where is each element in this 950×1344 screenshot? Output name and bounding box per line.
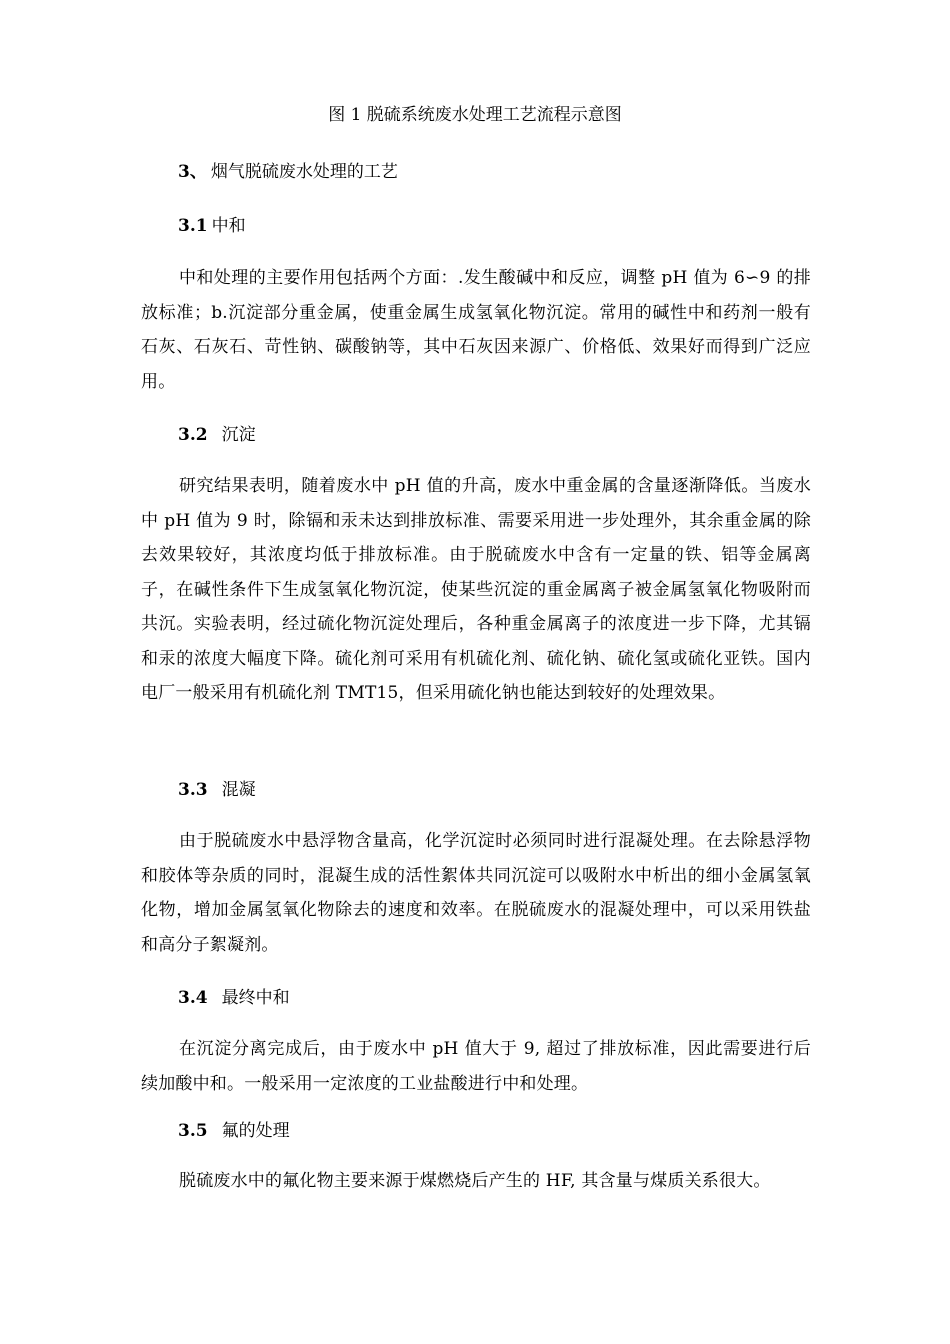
- subsection-title: 氟的处理: [221, 1121, 290, 1141]
- section-heading-3: [178, 157, 398, 187]
- subsection-number: 3.3: [178, 780, 208, 800]
- figure-caption: 图 1 脱硫系统废水处理工艺流程示意图: [328, 105, 622, 125]
- section-title: 烟气脱硫废水处理的工艺: [210, 162, 398, 182]
- paragraph-3-5: 脱硫废水中的氟化物主要来源于煤燃烧后产生的 HF, 其含量与煤质关系很大。: [179, 1171, 771, 1191]
- section-number: 3、: [178, 162, 207, 182]
- subsection-heading-3-3: [178, 775, 256, 805]
- subsection-heading-3-4: [178, 983, 290, 1013]
- subsection-number: 3.4: [178, 988, 208, 1008]
- subsection-number: 3.2: [178, 425, 208, 445]
- subsection-number: 3.1: [178, 216, 208, 236]
- subsection-title: 沉淀: [221, 425, 256, 445]
- subsection-heading-3-1: [178, 211, 246, 241]
- subsection-heading-3-5: [178, 1116, 290, 1146]
- paragraph-3-3: 由于脱硫废水中悬浮物含量高，化学沉淀时必须同时进行混凝处理。在去除悬浮物和胶体等杂质的同时，混凝生成的活性絮体共同沉淀可以吸附水中析出的细小金属氢氧化物，增加金属氢氧化物除去的速度和效率。在脱硫废水的混凝处理中，可以采用铁盐和高分子絮凝剂。: [141, 831, 811, 955]
- subsection-title: 混凝: [221, 780, 256, 800]
- subsection-heading-3-2: [178, 420, 256, 450]
- subsection-title: 中和: [211, 216, 246, 236]
- paragraph-3-1: 中和处理的主要作用包括两个方面：.发生酸碱中和反应，调整 pH 值为 6∽9 的排放标准；b.沉淀部分重金属，使重金属生成氢氧化物沉淀。常用的碱性中和药剂一般有石灰、石灰石、苛性钠、碳酸钠等，其中石灰因来源广、价格低、效果好而得到广泛应用。: [141, 268, 811, 392]
- subsection-title: 最终中和: [221, 988, 290, 1008]
- paragraph-3-2: 研究结果表明，随着废水中 pH 值的升高，废水中重金属的含量逐渐降低。当废水中 pH 值为 9 时，除镉和汞未达到排放标准、需要采用进一步处理外，其余重金属的除去效果较好，其浓度均低于排放标准。由于脱硫废水中含有一定量的铁、铝等金属离子，在碱性条件下生成氢氧化物沉淀，使某些沉淀的重金属离子被金属氢氧化物吸附而共沉。实验表明，经过硫化物沉淀处理后，各种重金属离子的浓度进一步下降，尤其镉和汞的浓度大幅度下降。硫化剂可采用有机硫化剂、硫化钠、硫化氢或硫化亚铁。国内电厂一般采用有机硫化剂 TMT15，但采用硫化钠也能达到较好的处理效果。: [141, 476, 811, 703]
- paragraph-3-4: 在沉淀分离完成后，由于废水中 pH 值大于 9, 超过了排放标准，因此需要进行后续加酸中和。一般采用一定浓度的工业盐酸进行中和处理。: [141, 1039, 811, 1094]
- subsection-number: 3.5: [178, 1121, 208, 1141]
